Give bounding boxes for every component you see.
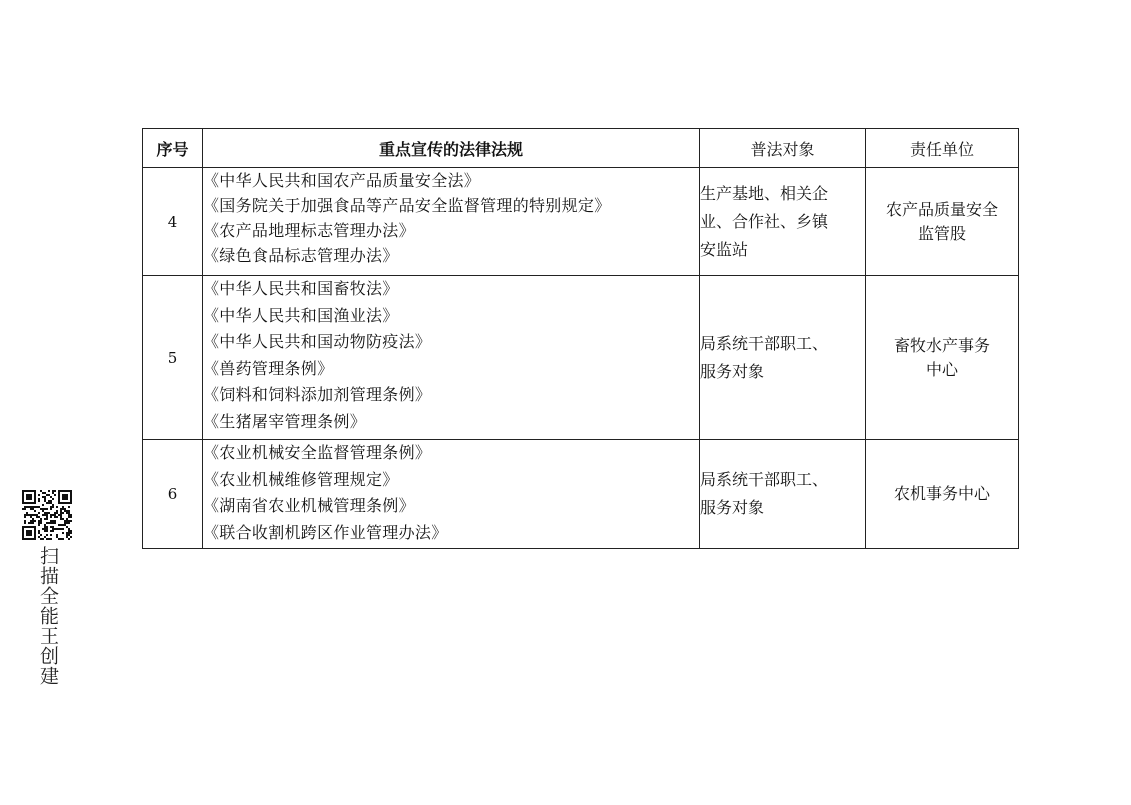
law-item: 《农业机械安全监督管理条例》	[203, 443, 432, 462]
scan-watermark-text: 扫描全能王创建	[37, 546, 59, 686]
unit-cell	[866, 168, 1019, 276]
law-item: 《生猪屠宰管理条例》	[203, 411, 367, 431]
unit-line: 监管股	[917, 223, 966, 243]
target-cell	[700, 168, 866, 276]
law-item: 《饲料和饲料添加剂管理条例》	[203, 385, 432, 404]
unit-line: 农机事务中心	[893, 484, 990, 503]
target-line: 局系统干部职工、	[700, 333, 829, 353]
table-row	[143, 440, 1019, 549]
row-number: 5	[143, 276, 203, 440]
target-line: 生产基地、相关企	[700, 183, 829, 203]
law-item: 《国务院关于加强食品等产品安全监督管理的特别规定》	[203, 196, 611, 215]
target-line: 业、合作社、乡镇	[700, 211, 829, 231]
header-unit: 责任单位	[866, 129, 1019, 168]
law-item: 《兽药管理条例》	[203, 358, 334, 378]
law-item: 《中华人民共和国农产品质量安全法》	[203, 171, 481, 190]
target-line: 安监站	[700, 239, 749, 259]
laws-cell	[203, 440, 700, 549]
target-line: 局系统干部职工、	[700, 470, 829, 489]
law-item: 《联合收割机跨区作业管理办法》	[203, 522, 448, 542]
target-cell	[700, 440, 866, 549]
unit-line: 畜牧水产事务	[893, 335, 990, 355]
laws-cell	[203, 276, 700, 440]
table-row	[143, 168, 1019, 276]
laws-table	[142, 128, 1019, 549]
header-no: 序号	[143, 129, 203, 168]
unit-line: 农产品质量安全	[885, 199, 998, 219]
scanner-watermark	[22, 490, 74, 686]
target-line: 服务对象	[700, 498, 765, 517]
unit-cell	[866, 440, 1019, 549]
qr-code-icon	[22, 490, 72, 540]
header-laws: 重点宣传的法律法规	[203, 129, 700, 168]
row-number: 4	[143, 168, 203, 276]
law-item: 《湖南省农业机械管理条例》	[203, 496, 415, 515]
law-item: 《中华人民共和国动物防疫法》	[203, 332, 432, 351]
law-item: 《中华人民共和国畜牧法》	[203, 279, 399, 298]
target-line: 服务对象	[700, 361, 765, 381]
unit-line: 中心	[925, 359, 958, 379]
table-header-row	[143, 129, 1019, 168]
law-item: 《农产品地理标志管理办法》	[203, 221, 415, 240]
header-target: 普法对象	[700, 129, 866, 168]
table-row	[143, 276, 1019, 440]
law-item: 《绿色食品标志管理办法》	[203, 246, 399, 265]
target-cell	[700, 276, 866, 440]
law-item: 《中华人民共和国渔业法》	[203, 305, 399, 325]
row-number: 6	[143, 440, 203, 549]
unit-cell	[866, 276, 1019, 440]
law-item: 《农业机械维修管理规定》	[203, 469, 399, 489]
laws-cell	[203, 168, 700, 276]
